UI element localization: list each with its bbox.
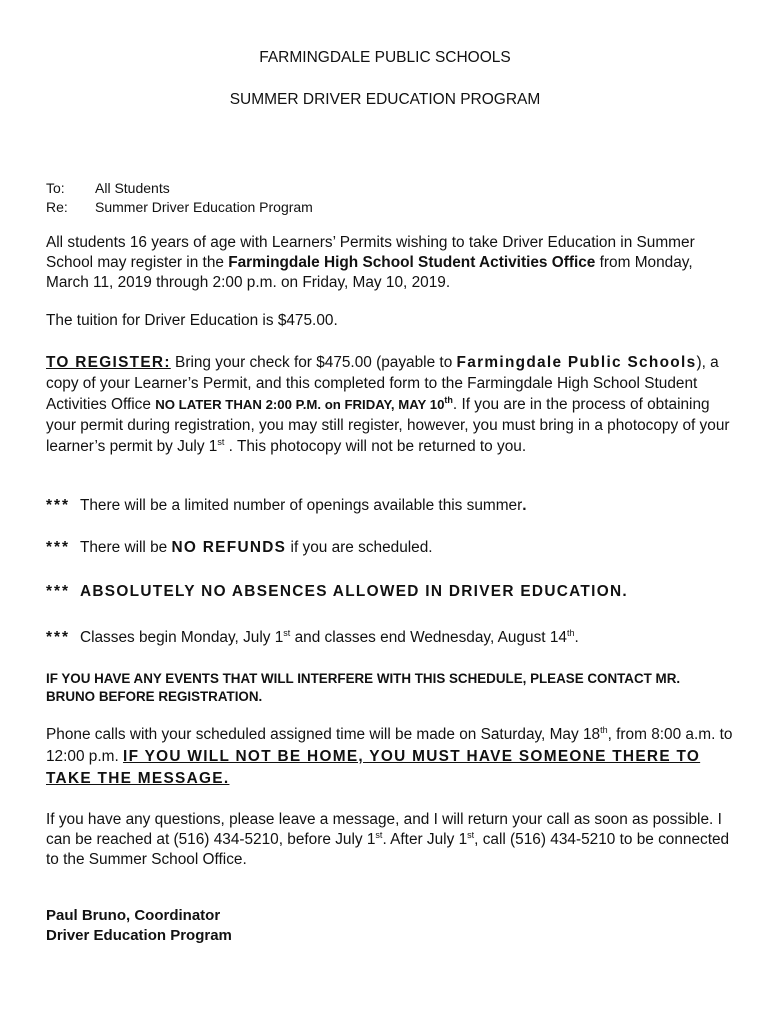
signature-name: Paul Bruno, Coordinator	[46, 907, 221, 924]
note-classes-text-2: and classes end Wednesday, August 14	[290, 629, 567, 646]
note-refunds	[46, 538, 736, 558]
note-openings-period: .	[522, 497, 527, 514]
questions-text-3: , call (516) 434-5210 to be connected to the Summer School Office.	[46, 831, 730, 868]
intro-text-1: All students 16 years of age with Learners’ Permits wishing to take Driver Education in Summer School may register in the	[46, 234, 695, 271]
note-stars: ***	[46, 539, 70, 556]
questions-text-2: . After July 1	[382, 831, 468, 848]
note-classes	[46, 628, 736, 648]
questions-paragraph	[46, 810, 736, 870]
memo-to-row	[46, 179, 736, 198]
note-absences	[46, 582, 736, 602]
note-stars: ***	[46, 497, 70, 514]
memo-block	[46, 179, 736, 217]
note-openings	[46, 496, 736, 516]
memo-to-label: To:	[46, 180, 65, 196]
note-stars: ***	[46, 583, 70, 600]
note-stars: ***	[46, 629, 70, 646]
note-classes-text-1: Classes begin Monday, July 1	[79, 629, 284, 646]
register-text-2: ), a copy of your Learner’s Permit, and this completed form to the Farmingdale High School Student Activities Office	[46, 354, 719, 413]
signature-block	[46, 906, 736, 946]
intro-text-2: from Monday, March 11, 2019 through 2:00 p.m. on Friday, May 10, 2019.	[46, 254, 693, 291]
program-title: SUMMER DRIVER EDUCATION PROGRAM	[229, 91, 541, 108]
register-paragraph	[46, 352, 736, 457]
phone-text-1: Phone calls with your scheduled assigned time will be made on Saturday, May 18	[46, 726, 601, 743]
memo-re-row	[46, 198, 736, 217]
tuition-paragraph: The tuition for Driver Education is $475.00.	[46, 312, 338, 329]
register-payee: Farmingdale Public Schools	[456, 354, 697, 371]
note-refunds-bold: NO REFUNDS	[171, 539, 287, 556]
signature-program: Driver Education Program	[46, 927, 232, 944]
register-deadline: NO LATER THAN 2:00 P.M. on FRIDAY, MAY 10	[155, 397, 445, 412]
phone-warning: IF YOU WILL NOT BE HOME, YOU MUST HAVE SOMEONE THERE TO TAKE THE MESSAGE.	[46, 748, 701, 787]
intro-office: Farmingdale High School Student Activities Office	[228, 254, 596, 271]
note-classes-sup-2: th	[566, 627, 575, 638]
note-classes-text-3: .	[574, 629, 579, 646]
note-classes-sup-1: st	[283, 627, 291, 638]
note-openings-text: There will be a limited number of openings available this summer	[79, 497, 523, 514]
intro-paragraph	[46, 233, 736, 293]
district-title: FARMINGDALE PUBLIC SCHOOLS	[259, 49, 511, 66]
memo-to-value: All Students	[95, 180, 170, 196]
questions-sup-2: st	[467, 829, 475, 840]
note-refunds-pre: There will be	[79, 539, 172, 556]
phone-text-2: , from 8:00 a.m. to 12:00 p.m.	[46, 726, 733, 765]
register-text-4: . This photocopy will not be returned to you.	[224, 438, 527, 455]
questions-text-1: If you have any questions, please leave a message, and I will return your call as soon as possible. I can be reached at (516) 434-5210, before July 1	[46, 811, 722, 848]
register-text-3-sup: st	[217, 436, 225, 447]
phone-sup: th	[600, 724, 608, 735]
register-text-1: Bring your check for $475.00 (payable to	[170, 354, 457, 371]
phone-paragraph	[46, 724, 736, 790]
register-heading: TO REGISTER:	[46, 354, 171, 371]
register-deadline-sup: th	[444, 394, 453, 405]
memo-re-label: Re:	[46, 199, 68, 215]
register-text-3: . If you are in the process of obtaining your permit during registration, you may still register, however, you must bring in a photocopy of your learner’s permit by July 1	[46, 396, 730, 455]
questions-sup-1: st	[375, 829, 383, 840]
note-absences-text: ABSOLUTELY NO ABSENCES ALLOWED IN DRIVER EDUCATION.	[79, 583, 628, 600]
conflict-notice: IF YOU HAVE ANY EVENTS THAT WILL INTERFERE WITH THIS SCHEDULE, PLEASE CONTACT MR. BRUNO BEFORE REGISTRATION.	[46, 671, 681, 704]
note-refunds-post: if you are scheduled.	[286, 539, 433, 556]
memo-re-value: Summer Driver Education Program	[95, 199, 313, 215]
